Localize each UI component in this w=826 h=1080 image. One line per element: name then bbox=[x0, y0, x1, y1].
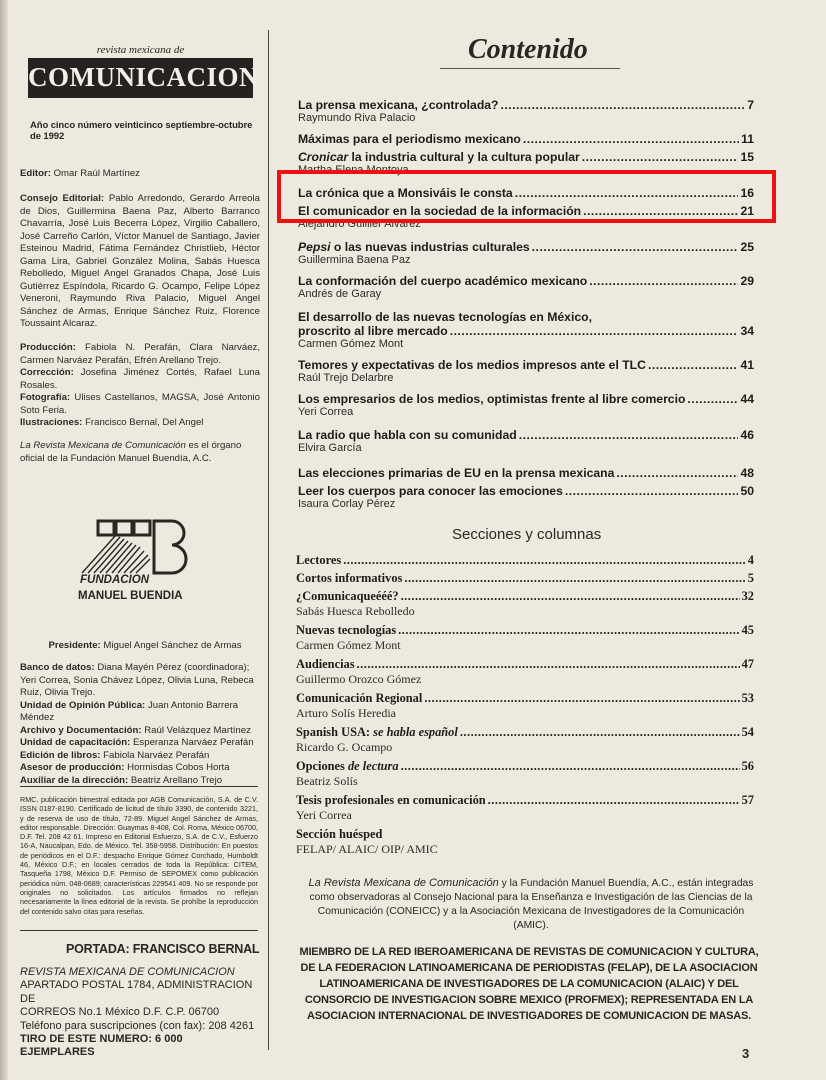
contenido-title: Contenido bbox=[468, 34, 588, 65]
editor-label: Editor: bbox=[20, 168, 51, 179]
fundacion-name-1: FUNDACION bbox=[80, 574, 149, 586]
seccion-entry-author: Arturo Solís Heredia bbox=[296, 706, 396, 720]
toc-entry-title bbox=[298, 274, 587, 288]
seccion-leader-dots bbox=[460, 725, 740, 740]
toc-leader-dots bbox=[500, 98, 745, 112]
toc-entry-line[interactable] bbox=[298, 392, 754, 406]
address-line-3: CORREOS No.1 México D.F. C.P. 06700 bbox=[20, 1006, 220, 1019]
toc-entry-line[interactable] bbox=[298, 132, 754, 146]
toc-entry-title bbox=[298, 358, 646, 372]
fundacion-name-2: MANUEL BUENDIA bbox=[78, 590, 183, 602]
toc-entry-title-text: La prensa mexicana, ¿controlada? bbox=[298, 98, 499, 112]
toc-entry bbox=[298, 310, 754, 350]
seccion-entry-title bbox=[296, 827, 382, 842]
seccion-entry-line[interactable] bbox=[296, 759, 754, 774]
organo-oficial bbox=[20, 440, 260, 465]
toc-entry-line[interactable] bbox=[298, 484, 754, 498]
column-divider bbox=[268, 30, 269, 1050]
fotografia-line bbox=[20, 392, 260, 417]
seccion-entry-line[interactable] bbox=[296, 623, 754, 638]
toc-entry-title-text: La crónica que a Monsiváis le consta bbox=[298, 186, 513, 200]
seccion-entry bbox=[296, 553, 754, 568]
toc-leader-dots bbox=[583, 204, 738, 218]
toc-entry bbox=[298, 428, 754, 454]
seccion-entry-line[interactable] bbox=[296, 725, 754, 740]
seccion-entry-title-text: Sección huésped bbox=[296, 827, 383, 841]
toc-entry bbox=[298, 98, 754, 124]
toc-leader-dots bbox=[687, 392, 738, 406]
toc-entry-line[interactable] bbox=[298, 324, 754, 338]
seccion-entry-title bbox=[296, 793, 486, 808]
toc-entry-title-text: La radio que habla con su comunidad bbox=[298, 428, 517, 442]
toc-entry-line[interactable] bbox=[298, 274, 754, 288]
seccion-leader-dots bbox=[401, 759, 740, 774]
toc-entry bbox=[298, 466, 754, 480]
toc-entry-title bbox=[298, 150, 580, 164]
produccion-label: Producción: bbox=[20, 342, 76, 353]
seccion-entry-title bbox=[296, 759, 399, 774]
seccion-entry-title bbox=[296, 589, 399, 604]
seccion-entry bbox=[296, 827, 754, 857]
libros-label: Edición de libros: bbox=[20, 749, 101, 761]
toc-entry-page: 50 bbox=[740, 484, 754, 498]
toc-entry-line[interactable] bbox=[298, 428, 754, 442]
toc-entry-line[interactable] bbox=[298, 358, 754, 372]
seccion-entry-author: Yeri Correa bbox=[296, 808, 352, 822]
seccion-entry-page: 54 bbox=[741, 725, 754, 739]
produccion-names: Fabiola N. Perafán, Clara Narváez, Carmen Narváez Perafán, Efrén Arellano Trejo. bbox=[20, 342, 260, 366]
address-line-1: REVISTA MEXICANA DE COMUNICACION bbox=[20, 966, 235, 978]
toc-entry-author: Elvira García bbox=[298, 442, 362, 454]
archivo-name: Raúl Velázquez Martínez bbox=[144, 724, 251, 736]
toc-entry bbox=[298, 274, 754, 300]
seccion-entry-page: 53 bbox=[741, 691, 754, 705]
toc-entry-title bbox=[298, 98, 498, 112]
consejo-label: Consejo Editorial: bbox=[20, 193, 105, 204]
toc-entry-title bbox=[298, 186, 513, 200]
toc-entry-title-text: La conformación del cuerpo académico mexicano bbox=[298, 274, 588, 288]
toc-entry-title-text: Máximas para el periodismo mexicano bbox=[298, 132, 521, 146]
toc-entry bbox=[298, 358, 754, 384]
consejo-names: Pablo Arredondo, Gerardo Arreola de Dios, Guillermina Baena Paz, Alberto Barranco Chavarría, José Luis Becerra López, Virgilio Caballero, José Carreño Carlón, Víctor Manuel de Santiago, Javier Esteinou Madrid, Fátima Fernández Christlieb, Héctor Gama Lira, Gabriel González Molina, Sabás Huesca Rebolledo, Miguel Angel Granados Chapa, José Luis Gutiérrez Espíndola, Ricardo G. Ocampo, Felipe López Veneroni, Raymundo Riva Palacio, Miguel Angel Sánchez de Armas, Enrique Sánchez Ruiz, Florence Toussaint Alcaraz. bbox=[20, 193, 260, 329]
seccion-entry-title bbox=[296, 657, 355, 672]
presidente-label: Presidente: bbox=[48, 640, 101, 651]
seccion-entry-title bbox=[296, 623, 396, 638]
secciones-title: Secciones y columnas bbox=[452, 526, 602, 543]
ilustraciones-line bbox=[20, 417, 260, 430]
opinion-label: Unidad de Opinión Pública: bbox=[20, 699, 146, 711]
note-italic: La Revista Mexicana de Comunicación bbox=[308, 877, 499, 889]
toc-entry-author: Guillermina Baena Paz bbox=[298, 254, 411, 266]
toc-entry-page: 15 bbox=[740, 150, 754, 164]
toc-entry-page: 46 bbox=[740, 428, 754, 442]
fotografia-names: Ulises Castellanos, MAGSA, José Antonio Soto Feria. bbox=[20, 392, 260, 416]
toc-entry-title bbox=[298, 204, 581, 218]
seccion-leader-dots bbox=[357, 657, 740, 672]
magazine-logo bbox=[28, 44, 259, 98]
seccion-entry-title-text: Cortos informativos bbox=[296, 571, 403, 585]
toc-leader-dots bbox=[515, 186, 739, 200]
seccion-entry-title bbox=[296, 691, 422, 706]
produccion-block bbox=[20, 342, 260, 430]
seccion-entry-title-text: Audiencias bbox=[296, 657, 355, 671]
seccion-entry-page: 47 bbox=[741, 657, 754, 671]
asesor-name: Hormisdas Cobos Horta bbox=[127, 762, 230, 773]
seccion-entry-line[interactable] bbox=[296, 553, 754, 568]
seccion-entry bbox=[296, 571, 754, 586]
fundacion-staff bbox=[20, 662, 260, 787]
correccion-line bbox=[20, 367, 260, 392]
toc-entry-title-italic: Cronicar bbox=[298, 150, 349, 164]
capacitacion-name: Esperanza Narváez Perafán bbox=[133, 737, 254, 748]
presidente-line bbox=[30, 640, 260, 653]
seccion-leader-dots bbox=[401, 589, 740, 604]
seccion-leader-dots bbox=[488, 793, 740, 808]
toc-leader-dots bbox=[582, 150, 739, 164]
asesor-line bbox=[20, 762, 260, 775]
seccion-entry-title-italic: de lectura bbox=[344, 759, 399, 773]
toc-entry-title bbox=[298, 392, 685, 406]
address-block bbox=[20, 966, 260, 1060]
seccion-entry-title-text: ¿Comunicaqueééé? bbox=[296, 589, 399, 603]
ilustraciones-label: Ilustraciones: bbox=[20, 417, 83, 428]
logo-big-text: COMUNICACION bbox=[28, 62, 259, 92]
toc-entry-line[interactable] bbox=[298, 186, 754, 200]
note-rest: y la Fundación Manuel Buendía, A.C., están integradas como observadoras al Consejo Nacional para la Enseñanza e Investigación de las Ciencias de la Comunicación (CONEICC) y a la Asociación Mexicana de Investigadores de la Comunicación (AMIC). bbox=[309, 878, 754, 931]
title-rule bbox=[440, 68, 620, 69]
produccion-line bbox=[20, 342, 260, 367]
seccion-entry bbox=[296, 589, 754, 619]
capacitacion-label: Unidad de capacitación: bbox=[20, 737, 131, 748]
libros-line bbox=[20, 750, 260, 763]
banco-names: Diana Mayén Pérez (coordinadora); Yeri Correa, Sonia Chávez López, Olivia Luna, Rebeca Ruiz, Olivia Trejo. bbox=[20, 662, 254, 698]
editor-line bbox=[20, 168, 260, 181]
seccion-entry-title bbox=[296, 725, 458, 740]
seccion-entry bbox=[296, 691, 754, 721]
toc-entry-page: 44 bbox=[740, 392, 754, 406]
toc-entry-page: 16 bbox=[740, 186, 754, 200]
archivo-line bbox=[20, 725, 260, 738]
seccion-leader-dots bbox=[424, 691, 739, 706]
seccion-entry-title-text: Tesis profesionales en comunicación bbox=[296, 793, 486, 807]
toc-entry-author: Isaura Corlay Pérez bbox=[298, 498, 396, 510]
page-number: 3 bbox=[742, 1046, 750, 1061]
portada-credit: PORTADA: FRANCISCO BERNAL bbox=[66, 942, 260, 956]
toc-entry bbox=[298, 484, 754, 510]
banco-line bbox=[20, 662, 260, 700]
consejo-editorial bbox=[20, 193, 260, 331]
capacitacion-line bbox=[20, 737, 260, 750]
toc-entry-author: Martha Elena Montoya bbox=[298, 164, 409, 176]
toc-entry-title-text: la industria cultural y la cultura popular bbox=[348, 150, 580, 164]
ilustraciones-names: Francisco Bernal, Del Angel bbox=[85, 417, 204, 428]
seccion-entry-page: 4 bbox=[747, 553, 754, 567]
toc-entry-author: Yeri Correa bbox=[298, 406, 354, 418]
fotografia-label: Fotografía: bbox=[20, 392, 71, 403]
toc-entry bbox=[298, 240, 754, 266]
toc-entry-page: 41 bbox=[740, 358, 754, 372]
toc-leader-dots bbox=[616, 466, 738, 480]
toc-entry-title-text: Temores y expectativas de los medios impresos ante el TLC bbox=[298, 358, 646, 372]
toc-leader-dots bbox=[589, 274, 738, 288]
toc-entry-title-text: Las elecciones primarias de EU en la prensa mexicana bbox=[298, 466, 615, 480]
seccion-entry-page: 5 bbox=[747, 571, 754, 585]
seccion-entry-title-text: Opciones bbox=[296, 759, 345, 773]
logo-small-text: revista mexicana de bbox=[96, 44, 185, 56]
seccion-entry-title bbox=[296, 553, 341, 568]
seccion-entry-title-text: Lectores bbox=[296, 553, 342, 567]
toc-entry-page: 25 bbox=[740, 240, 754, 254]
organo-italic: La Revista Mexicana de Comunicación bbox=[20, 440, 186, 451]
toc-entry-line[interactable] bbox=[298, 204, 754, 218]
seccion-leader-dots bbox=[343, 553, 746, 568]
seccion-entry-author: Sabás Huesca Rebolledo bbox=[296, 604, 415, 618]
toc-entry-author: Raymundo Riva Palacio bbox=[298, 112, 416, 124]
toc-entry-title-italic: Pepsi bbox=[298, 240, 331, 254]
seccion-entry-author: Carmen Gómez Mont bbox=[296, 638, 401, 652]
seccion-entry-line[interactable] bbox=[296, 691, 754, 706]
seccion-entry-title-text: Spanish USA: bbox=[296, 725, 371, 739]
observadoras-note bbox=[304, 876, 758, 933]
toc-entry-author: Andrés de Garay bbox=[298, 288, 382, 300]
opinion-line bbox=[20, 700, 260, 725]
toc-entry bbox=[298, 186, 754, 200]
toc-entry-title bbox=[298, 240, 530, 254]
seccion-entry-page: 57 bbox=[741, 793, 754, 807]
toc-leader-dots bbox=[523, 132, 739, 146]
toc-entry-author: Raúl Trejo Delarbre bbox=[298, 372, 394, 384]
toc-entry-title bbox=[298, 324, 448, 338]
toc-entry-line[interactable] bbox=[298, 98, 754, 112]
seccion-entry bbox=[296, 657, 754, 687]
seccion-leader-dots bbox=[398, 623, 739, 638]
seccion-entry-title-text: Comunicación Regional bbox=[296, 691, 423, 705]
toc-entry-line[interactable] bbox=[298, 240, 754, 254]
toc-entry-line[interactable] bbox=[298, 150, 754, 164]
toc-entry-title-text: Leer los cuerpos para conocer las emociones bbox=[298, 484, 563, 498]
address-line-5: TIRO DE ESTE NUMERO: 6 000 EJEMPLARES bbox=[20, 1033, 183, 1059]
asesor-label: Asesor de producción: bbox=[20, 762, 125, 773]
toc-leader-dots bbox=[648, 358, 739, 372]
seccion-entry-title bbox=[296, 571, 402, 586]
libros-name: Fabiola Narváez Perafán bbox=[103, 749, 210, 761]
membership-statement: MIEMBRO DE LA RED IBEROAMERICANA DE REVISTAS DE COMUNICACION Y CULTURA, DE LA FEDERACION LATINOAMERICANA DE PERIODISTAS (FELAP), DE LA ASOCIACION LATINOAMERICANA DE INVESTIGADORES DE LA COMUNICACION (ALAIC) Y DEL CONSORCIO DE INVESTIGACION SOBRE MEXICO (PROFMEX); REPRESENTADA EN LA ASOCIACION INTERNACIONAL DE INVESTIGADORES DE COMUNICACION DE MASAS. bbox=[299, 946, 759, 1022]
toc-entry-author: Alejandro Guillier Alvarez bbox=[298, 218, 421, 230]
banco-label: Banco de datos: bbox=[20, 662, 95, 673]
organo-rest: es el órgano oficial de la Fundación Manuel Buendía, A.C. bbox=[20, 440, 242, 464]
page-gutter bbox=[0, 0, 8, 1080]
seccion-entry-title-italic: se habla español bbox=[370, 725, 458, 739]
toc-entry-page: 11 bbox=[741, 132, 754, 146]
seccion-entry-author: Ricardo G. Ocampo bbox=[296, 740, 393, 754]
toc-entry-page: 48 bbox=[740, 466, 754, 480]
address-line-2: APARTADO POSTAL 1784, ADMINISTRACION DE bbox=[20, 979, 253, 1005]
seccion-entry-line[interactable] bbox=[296, 657, 754, 672]
toc-entry-title-text: Los empresarios de los medios, optimistas frente al libre comercio bbox=[298, 392, 686, 406]
archivo-label: Archivo y Documentación: bbox=[20, 724, 142, 736]
seccion-entry bbox=[296, 725, 754, 755]
toc-leader-dots bbox=[450, 324, 739, 338]
toc-entry bbox=[298, 150, 754, 176]
toc-entry-title bbox=[298, 428, 517, 442]
toc-entry-author: Carmen Gómez Mont bbox=[298, 338, 404, 350]
toc-entry-title-pre: El desarrollo de las nuevas tecnologías en México, bbox=[298, 310, 592, 324]
address-line-4: Teléfono para suscripciones (con fax): 208 4261 bbox=[20, 1019, 255, 1032]
toc-leader-dots bbox=[565, 484, 739, 498]
toc-entry-page: 7 bbox=[747, 98, 754, 112]
correccion-label: Corrección: bbox=[20, 367, 74, 378]
issue-line: Año cinco número veinticinco septiembre-octubre de 1992 bbox=[30, 120, 253, 142]
seccion-entry-page: 32 bbox=[741, 589, 754, 603]
seccion-entry-author: Beatriz Solís bbox=[296, 774, 358, 788]
toc-entry bbox=[298, 204, 754, 230]
seccion-entry-author: Guillermo Orozco Gómez bbox=[296, 672, 422, 686]
seccion-entry-page: 56 bbox=[741, 759, 754, 773]
seccion-entry-page: 45 bbox=[741, 623, 754, 637]
toc-leader-dots bbox=[532, 240, 739, 254]
seccion-entry bbox=[296, 759, 754, 789]
opinion-name: Juan Antonio Barrera Méndez bbox=[20, 699, 239, 723]
toc-entry-title-text: o las nuevas industrias culturales bbox=[330, 240, 530, 254]
toc-entry-page: 29 bbox=[740, 274, 754, 288]
toc-entry bbox=[298, 392, 754, 418]
toc-entry-line[interactable] bbox=[298, 466, 754, 480]
seccion-entry-line[interactable] bbox=[296, 793, 754, 808]
toc-entry-title-text: El comunicador en la sociedad de la información bbox=[298, 204, 582, 218]
toc-entry-page: 21 bbox=[740, 204, 754, 218]
toc-entry-title bbox=[298, 132, 521, 146]
editor-name: Omar Raúl Martínez bbox=[53, 168, 140, 179]
auxiliar-name: Beatriz Arellano Trejo bbox=[130, 774, 223, 786]
seccion-entry bbox=[296, 623, 754, 653]
toc-entry-title-text: proscrito al libre mercado bbox=[298, 324, 448, 338]
left-rule-2 bbox=[20, 930, 258, 931]
seccion-entry bbox=[296, 793, 754, 823]
seccion-entry-line[interactable] bbox=[296, 589, 754, 604]
seccion-entry-author: FELAP/ ALAIC/ OIP/ AMIC bbox=[296, 842, 438, 856]
toc-leader-dots bbox=[519, 428, 739, 442]
left-rule-1 bbox=[20, 786, 258, 787]
seccion-entry-title-text: Nuevas tecnologías bbox=[296, 623, 397, 637]
toc-entry-title bbox=[298, 484, 563, 498]
auxiliar-label: Auxiliar de la dirección: bbox=[20, 774, 129, 786]
presidente-name: Miguel Angel Sánchez de Armas bbox=[103, 640, 242, 651]
fine-print: RMC, publicación bimestral editada por AGB Comunicación, S.A. de C.V. ISSN 0187-8190. Certificado de licitud de título 3390, de contenido 3221, y de reserva de uso de título, 72-89. Miguel Angel Sánchez de Armas, editor responsable. Dirección: Guaymas 8-408, Col. Roma, México 06700, D.F. Tel. 208 42 61. Impreso en Editorial Esfuerzo, S.A. de C.V., Esfuerzo 16-A, Naucalpan, Edo. de México. Tel. 358-5958. Distribución: En puestos de periódicos en el D.F.: despacho Enrique Gómez Corchado, Humboldt 46, México D.F.; en locales cerrados de toda la República: CITEM, Tasqueña 1798, México D.F. Permiso de SEPOMEX como publicación periódica núm. 048-0689; características 229541 409. No se responde por originales no solicitados. Los artículos firmados no reflejan necesariamente la línea editorial de la revista. Se prohíbe la reproducción del contenido salvo citas para reseñas. bbox=[20, 795, 258, 916]
seccion-entry-line[interactable] bbox=[296, 571, 754, 586]
seccion-leader-dots bbox=[404, 571, 745, 586]
toc-entry-title bbox=[298, 466, 614, 480]
correccion-names: Josefina Jiménez Cortés, Rafael Luna Rosales. bbox=[20, 367, 260, 391]
seccion-entry-line[interactable] bbox=[296, 827, 754, 842]
toc-entry-page: 34 bbox=[740, 324, 754, 338]
toc-entry bbox=[298, 132, 754, 146]
